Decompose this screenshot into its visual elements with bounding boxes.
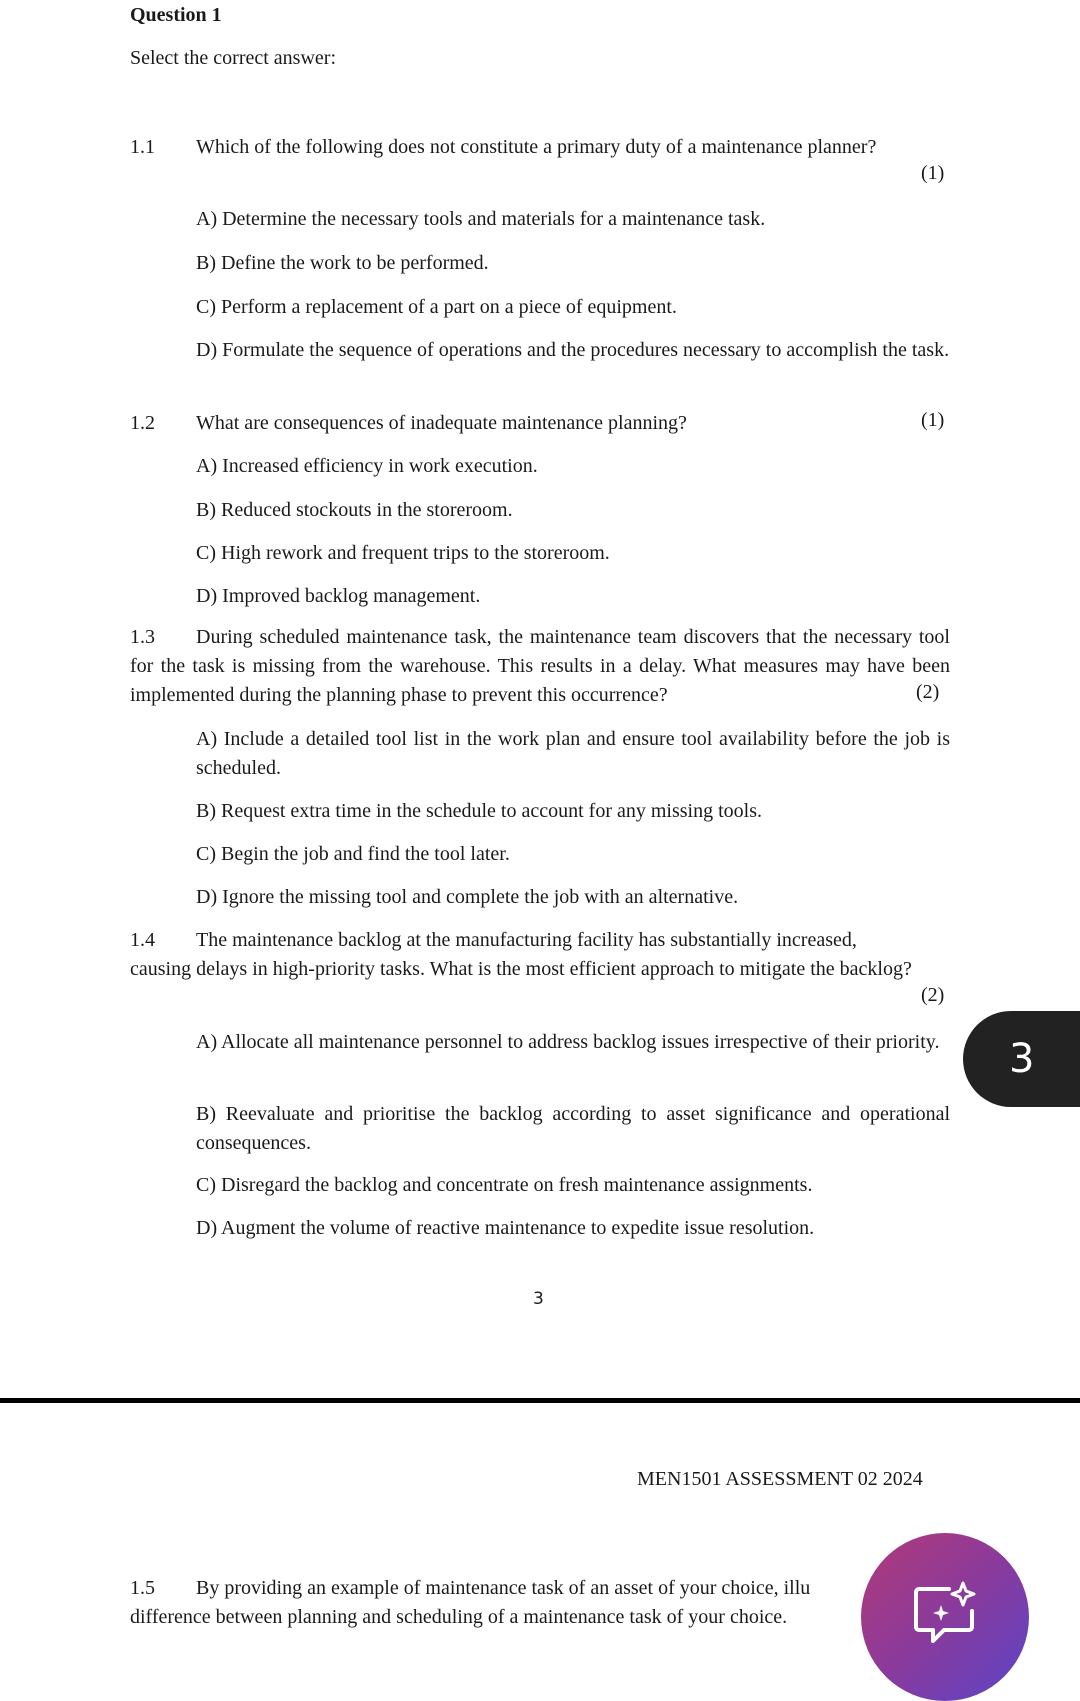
question-text: Which of the following does not constitute a primary duty of a maintenance planner? — [196, 136, 877, 158]
question-text: By providing an example of maintenance task of an asset of your choice, illu — [196, 1577, 811, 1599]
option-b[interactable]: B) Reevaluate and prioritise the backlog according to asset significance and operational consequences. — [196, 1103, 950, 1154]
option-c[interactable]: C) Perform a replacement of a part on a piece of equipment. — [196, 296, 677, 318]
question-marks: (2) — [916, 681, 940, 703]
option-a[interactable]: A) Allocate all maintenance personnel to address backlog issues irrespective of their priority. — [196, 1031, 940, 1053]
ai-chat-sparkle-icon — [911, 1581, 981, 1647]
option-a[interactable]: A) Determine the necessary tools and materials for a maintenance task. — [196, 208, 766, 230]
option-b[interactable]: B) Reduced stockouts in the storeroom. — [196, 499, 513, 521]
question-number: 1.2 — [130, 412, 155, 434]
running-header: MEN1501 ASSESSMENT 02 2024 — [637, 1468, 923, 1490]
option-c[interactable]: C) High rework and frequent trips to the storeroom. — [196, 542, 610, 564]
question-1-3 — [130, 623, 950, 710]
option-b[interactable]: B) Define the work to be performed. — [196, 252, 489, 274]
page-divider — [0, 1398, 1080, 1403]
option-a[interactable]: A) Increased efficiency in work execution. — [196, 455, 538, 477]
option-c[interactable]: C) Disregard the backlog and concentrate on fresh maintenance assignments. — [196, 1174, 813, 1196]
question-text: During scheduled maintenance task, the maintenance team discovers that the necessary tool for the task is missing from the warehouse. This results in a delay. What measures may have been implemented during the planning phase to prevent this occurrence? — [130, 626, 950, 706]
question-1-4 — [130, 926, 920, 984]
page-number: 3 — [533, 1289, 544, 1309]
question-number: 1.1 — [130, 136, 155, 158]
option-c[interactable]: C) Begin the job and find the tool later. — [196, 843, 510, 865]
question-marks: (2) — [921, 984, 945, 1006]
page-indicator-badge[interactable] — [963, 1011, 1080, 1107]
question-number: 1.5 — [130, 1577, 155, 1599]
question-1-2 — [130, 409, 950, 438]
option-d[interactable]: D) Augment the volume of reactive maintenance to expedite issue resolution. — [196, 1217, 815, 1239]
option-d[interactable]: D) Ignore the missing tool and complete the job with an alternative. — [196, 886, 739, 908]
question-number: 1.4 — [130, 929, 155, 951]
question-text: The maintenance backlog at the manufacturing facility has substantially increased, causing delays in high-priority tasks. What is the most efficient approach to mitigate the backlog? — [130, 929, 912, 980]
page-badge-number: 3 — [1009, 1036, 1035, 1082]
option-d[interactable]: D) Improved backlog management. — [196, 585, 481, 607]
question-heading: Question 1 — [130, 4, 222, 26]
question-number: 1.3 — [130, 626, 155, 648]
option-a[interactable]: A) Include a detailed tool list in the work plan and ensure tool availability before the job is scheduled. — [196, 728, 950, 779]
question-1-1 — [130, 133, 950, 162]
question-1-5-line2: difference between planning and scheduling of a maintenance task of your choice. — [130, 1606, 788, 1628]
option-d[interactable]: D) Formulate the sequence of operations and the procedures necessary to accomplish the task. — [196, 339, 950, 361]
question-text: What are consequences of inadequate maintenance planning? — [196, 412, 687, 434]
option-b[interactable]: B) Request extra time in the schedule to account for any missing tools. — [196, 800, 762, 822]
question-marks: (1) — [921, 162, 945, 184]
instruction: Select the correct answer: — [130, 47, 337, 69]
question-marks: (1) — [921, 409, 945, 431]
ai-assistant-button[interactable] — [861, 1533, 1029, 1701]
question-1-5 — [130, 1577, 870, 1600]
